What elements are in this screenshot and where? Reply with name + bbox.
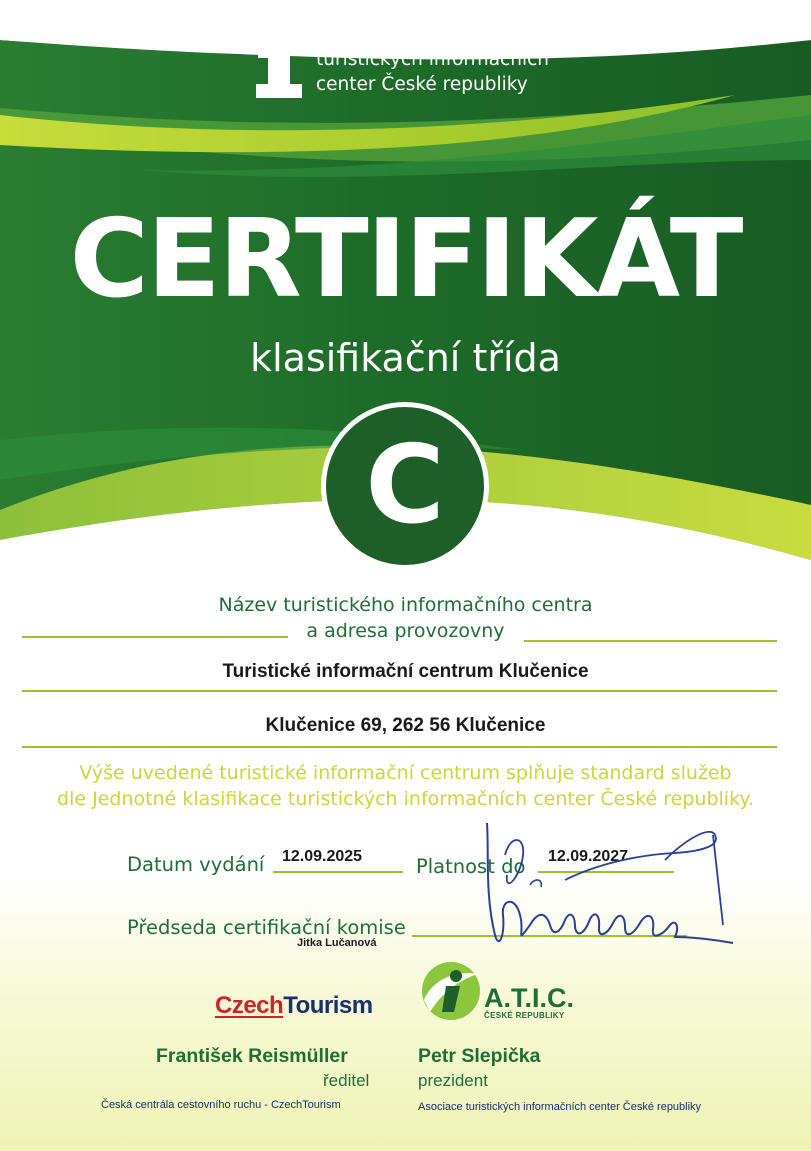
center-name-value: Turistické informační centrum Klučenice: [222, 661, 589, 682]
left-signatory-role: ředitel: [323, 1071, 370, 1090]
atic-logo-icon: [420, 960, 482, 1022]
divider-line: [22, 636, 288, 638]
issue-date-label: Datum vydání: [127, 853, 265, 876]
right-signatory-org: Asociace turistických informačních center České republiky: [418, 1101, 702, 1113]
issue-date-value: 12.09.2025: [282, 848, 363, 865]
center-label-line-1: Název turistického informačního centra: [218, 594, 593, 616]
valid-until-value: 12.09.2027: [548, 848, 629, 865]
header-classification-text: [316, 22, 549, 97]
divider-line: [22, 690, 777, 692]
class-letter: C: [365, 423, 445, 548]
czechtourism-logo-tourism: Tourism: [283, 992, 373, 1019]
czechtourism-logo: [215, 992, 373, 1020]
committee-chair-name: Jitka Lučanová: [297, 937, 377, 949]
atic-logo-text: A.T.I.C.: [484, 983, 575, 1013]
committee-chair-label: Předseda certifikační komise: [127, 916, 406, 939]
valid-until-label: Platnost do: [416, 855, 526, 878]
czechtourism-logo-czech: Czech: [215, 992, 284, 1019]
header-line-2: turistických informačních: [316, 49, 549, 70]
right-signatory-role: prezident: [418, 1071, 488, 1090]
atic-logo-subtitle: ČESKÉ REPUBLIKY: [484, 1011, 565, 1020]
info-i-logo-icon: [250, 14, 306, 98]
center-label-line-2: a adresa provozovny: [306, 620, 505, 642]
header-line-3: center České republiky: [316, 74, 528, 95]
divider-line: [273, 871, 403, 873]
right-signatory-name: Petr Slepička: [418, 1045, 541, 1067]
certificate-title: CERTIFIKÁT: [69, 197, 742, 322]
statement-line-2: dle Jednotné klasifikace turistických informačních center České republiky.: [57, 788, 754, 810]
divider-line: [22, 746, 777, 748]
compliance-statement: [0, 760, 811, 812]
center-address-value: Klučenice 69, 262 56 Klučenice: [265, 715, 546, 736]
handwritten-signature: [475, 815, 745, 965]
statement-line-1: Výše uvedené turistické informační centrum splňuje standard služeb: [79, 762, 732, 784]
left-signatory-org: Česká centrála cestovního ruchu - CzechTourism: [101, 1099, 341, 1111]
header-line-1: Jednotná klasifikace: [316, 24, 501, 45]
divider-line: [524, 640, 777, 642]
classification-subtitle: klasifikační třída: [250, 336, 561, 380]
left-signatory-name: František Reismüller: [156, 1045, 348, 1067]
